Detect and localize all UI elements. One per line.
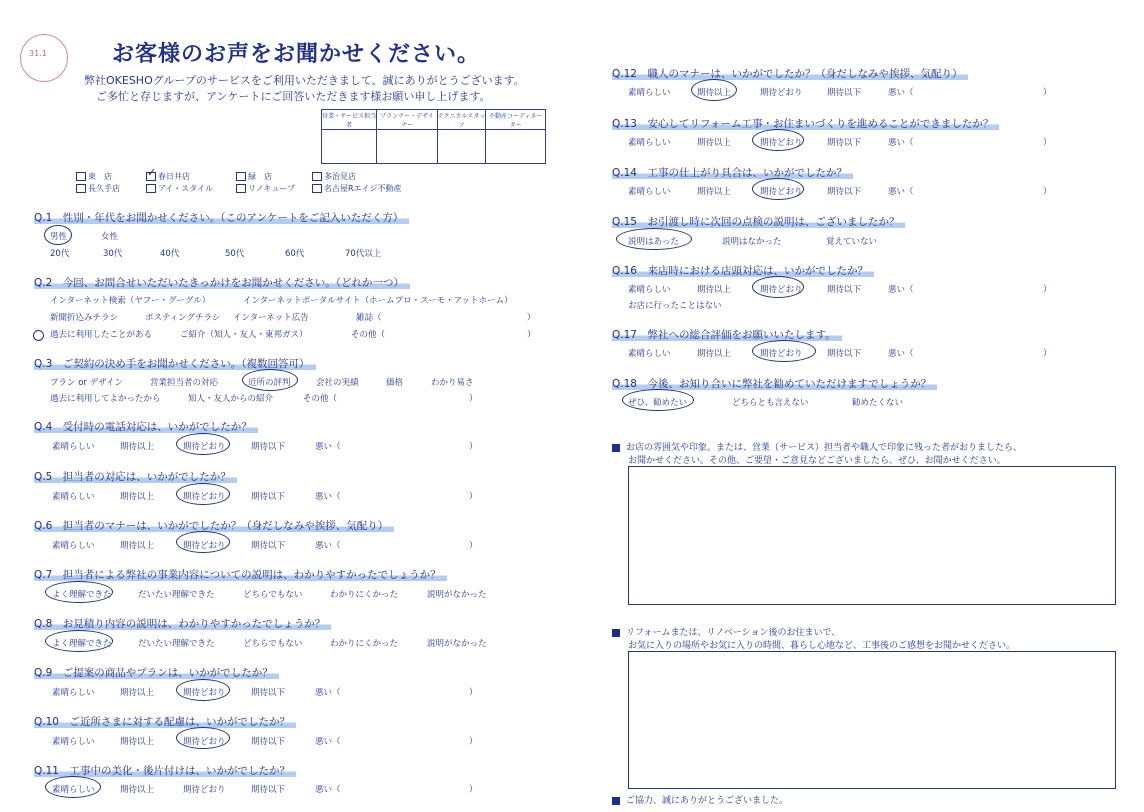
q4-option-below[interactable]: 期待以下 bbox=[251, 442, 286, 452]
answer-circle bbox=[33, 330, 44, 341]
q1-age-60[interactable]: 60代 bbox=[285, 249, 305, 259]
checkbox-box[interactable] bbox=[146, 166, 157, 181]
q12-option-excellent[interactable]: 素晴らしい bbox=[628, 88, 671, 98]
square-bullet-icon bbox=[612, 444, 620, 452]
q14-option-below[interactable]: 期待以下 bbox=[827, 187, 862, 197]
q14-option-above[interactable]: 期待以上 bbox=[697, 187, 732, 197]
answer-circle bbox=[176, 679, 230, 701]
q18-question: Q.18 今後、お知り合いに弊社を勧めていただけますでしょうか？ bbox=[612, 376, 937, 391]
store-label: 長久手店 bbox=[88, 184, 120, 193]
q16-option-below[interactable]: 期待以下 bbox=[827, 285, 862, 295]
free1-line1: お店の雰囲気や印象。または、営業（サービス）担当者や職人で印象に残った者がおりましたら、 bbox=[626, 443, 1023, 453]
answer-circle bbox=[752, 178, 804, 200]
q2-question: Q.2 今回、お問合せいただいたきっかけをお聞かせください。（どれか一つ） bbox=[34, 275, 410, 290]
q17-paren-close: ） bbox=[1043, 349, 1052, 359]
q11-question: Q.11 工事中の美化・後片付けは、いかがでしたか？ bbox=[34, 763, 296, 778]
store-checkbox-nagakute[interactable] bbox=[76, 183, 120, 194]
q16-option-as-expected[interactable]: 期待どおり bbox=[760, 285, 803, 295]
q12-option-as-expected[interactable]: 期待どおり bbox=[760, 88, 803, 98]
q10-option-bad[interactable]: 悪い（ bbox=[315, 737, 341, 747]
q17-option-excellent[interactable]: 素晴らしい bbox=[628, 349, 671, 359]
q3-option-sales[interactable]: 営業担当者の対応 bbox=[150, 378, 219, 388]
q13-option-bad[interactable]: 悪い（ bbox=[888, 138, 914, 148]
q3-question: Q.3 ご契約の決め手をお聞かせください。（複数回答可） bbox=[34, 356, 316, 371]
q16-option-bad[interactable]: 悪い（ bbox=[888, 285, 914, 295]
q4-option-bad[interactable]: 悪い（ bbox=[315, 442, 341, 452]
q14-paren-close: ） bbox=[1043, 187, 1052, 197]
q8-question: Q.8 お見積り内容の説明は、わかりやすかったでしょうか？ bbox=[34, 616, 331, 631]
store-label: リノキューブ bbox=[248, 184, 295, 193]
q4-paren-close: ） bbox=[469, 442, 478, 452]
q3-option-past-good[interactable]: 過去に利用してよかったから bbox=[50, 394, 161, 404]
q5-paren-close: ） bbox=[469, 492, 478, 502]
q2-option-past-use[interactable]: 過去に利用したことがある bbox=[50, 330, 153, 340]
q7-option-unclear[interactable]: わかりにくかった bbox=[330, 590, 399, 600]
store-label: 名古屋Rエイジ不動産 bbox=[324, 184, 402, 193]
q3-option-reputation[interactable]: 近所の評判 bbox=[248, 378, 291, 388]
q7-option-neutral[interactable]: どちらでもない bbox=[243, 590, 303, 600]
thanks-text: ご協力、誠にありがとうございました。 bbox=[626, 796, 789, 806]
q2-option-netad[interactable]: インターネット広告 bbox=[233, 313, 309, 323]
q17-question: Q.17 弊社への総合評価をお願いいたします。 bbox=[612, 327, 842, 342]
staff-cell[interactable] bbox=[486, 130, 546, 164]
answer-circle bbox=[44, 225, 72, 245]
q2-paren-close: ） bbox=[527, 330, 536, 340]
square-bullet-icon bbox=[612, 797, 620, 805]
staff-header-realestate: 不動産コーディネーター bbox=[486, 110, 546, 130]
q2-option-posting[interactable]: ポスティングチラシ bbox=[145, 313, 221, 323]
intro-line-2: ご多忙と存じますが、アンケートにご回答いただきます様お願い申し上げます。 bbox=[96, 90, 491, 103]
checkbox-box[interactable] bbox=[76, 184, 86, 193]
staff-cell[interactable] bbox=[377, 130, 437, 164]
q1-age-50[interactable]: 50代 bbox=[225, 249, 245, 259]
answer-circle bbox=[752, 129, 804, 151]
q3-option-price[interactable]: 価格 bbox=[386, 378, 404, 388]
answer-circle bbox=[622, 389, 694, 411]
q13-question: Q.13 安心してリフォーム工事・お住まいづくりを進めることができましたか？ bbox=[612, 116, 999, 131]
q9-question: Q.9 ご提案の商品やプランは、いかがでしたか？ bbox=[34, 665, 279, 680]
q10-paren-close: ） bbox=[469, 737, 478, 747]
q16-option-above[interactable]: 期待以上 bbox=[697, 285, 732, 295]
store-checkbox-istyle[interactable] bbox=[146, 183, 213, 194]
q14-option-bad[interactable]: 悪い（ bbox=[888, 187, 914, 197]
q11-option-above[interactable]: 期待以上 bbox=[120, 785, 155, 795]
q2-option-referral[interactable]: ご紹介（知人・友人・東邦ガス） bbox=[180, 330, 308, 340]
q7-question: Q.7 担当者による弊社の事業内容についての説明は、わかりやすかったでしょうか？ bbox=[34, 567, 447, 582]
q8-option-none[interactable]: 説明がなかった bbox=[427, 639, 487, 649]
q4-question: Q.4 受付時の電話対応は、いかがでしたか？ bbox=[34, 419, 258, 434]
q6-option-as-expected[interactable]: 期待どおり bbox=[183, 541, 226, 551]
q12-option-below[interactable]: 期待以下 bbox=[827, 88, 862, 98]
q1-option-female[interactable]: 女性 bbox=[101, 232, 119, 242]
store-label: 春日井店 bbox=[158, 172, 190, 181]
store-checkbox-rage[interactable] bbox=[312, 183, 402, 194]
q2-option-newspaper[interactable]: 新聞折込みチラシ bbox=[50, 313, 119, 323]
answer-circle bbox=[242, 369, 298, 391]
check-mark-icon: ✓ bbox=[147, 166, 157, 179]
checkbox-box[interactable] bbox=[236, 172, 246, 181]
answer-circle bbox=[176, 433, 230, 455]
store-checkbox-renocube[interactable] bbox=[236, 183, 295, 194]
q3-paren-close: ） bbox=[469, 394, 478, 404]
q2-paren-close: ） bbox=[527, 313, 536, 323]
intro-line-1: 弊社OKESHOグループのサービスをご利用いただきまして、誠にありがとうございます。 bbox=[84, 74, 525, 87]
answer-circle bbox=[752, 276, 804, 298]
staff-cell[interactable] bbox=[322, 130, 377, 164]
q17-option-above[interactable]: 期待以上 bbox=[697, 349, 732, 359]
q13-option-as-expected[interactable]: 期待どおり bbox=[760, 138, 803, 148]
q6-paren-close: ） bbox=[469, 541, 478, 551]
q5-option-below[interactable]: 期待以下 bbox=[251, 492, 286, 502]
stamp-text: 31.1 bbox=[29, 49, 47, 58]
answer-circle bbox=[691, 79, 737, 101]
q7-option-none[interactable]: 説明がなかった bbox=[427, 590, 487, 600]
q9-option-bad[interactable]: 悪い（ bbox=[315, 688, 341, 698]
staff-header-planner: プランナー・デザイナー bbox=[377, 110, 437, 130]
q15-option-yes[interactable]: 説明はあった bbox=[628, 237, 679, 247]
q2-option-portal[interactable]: インターネットポータルサイト（ホームプロ・スーモ・アットホーム） bbox=[243, 296, 513, 306]
q16-paren-close: ） bbox=[1043, 285, 1052, 295]
q8-option-neutral[interactable]: どちらでもない bbox=[243, 639, 303, 649]
q9-option-below[interactable]: 期待以下 bbox=[251, 688, 286, 698]
free2-textarea[interactable] bbox=[628, 651, 1116, 789]
q5-option-excellent[interactable]: 素晴らしい bbox=[52, 492, 95, 502]
store-checkbox-midori[interactable] bbox=[236, 171, 272, 182]
q3-option-referral[interactable]: 知人・友人からの紹介 bbox=[188, 394, 274, 404]
q5-option-bad[interactable]: 悪い（ bbox=[315, 492, 341, 502]
store-checkbox-kasugai[interactable] bbox=[146, 166, 190, 182]
q1-age-70[interactable]: 70代以上 bbox=[345, 249, 382, 259]
q16-option-excellent[interactable]: 素晴らしい bbox=[628, 285, 671, 295]
staff-table bbox=[321, 109, 546, 164]
q5-option-as-expected[interactable]: 期待どおり bbox=[183, 492, 226, 502]
q8-option-mostly[interactable]: だいたい理解できた bbox=[138, 639, 215, 649]
q14-question: Q.14 工事の仕上がり具合は、いかがでしたか？ bbox=[612, 165, 853, 180]
q13-option-above[interactable]: 期待以上 bbox=[697, 138, 732, 148]
staff-header-sales: 営業・サービス担当者 bbox=[322, 110, 377, 130]
q12-question: Q.12 職人のマナーは、いかがでしたか？（身だしなみや挨拶、気配り） bbox=[612, 66, 968, 81]
q3-option-clarity[interactable]: わかり易さ bbox=[431, 378, 474, 388]
q11-option-below[interactable]: 期待以下 bbox=[251, 785, 286, 795]
free2-line1: リフォームまたは、リノベーション後のお住まいで、 bbox=[626, 628, 841, 638]
q12-option-above[interactable]: 期待以上 bbox=[697, 88, 732, 98]
checkbox-box[interactable] bbox=[236, 184, 246, 193]
store-label: 東 店 bbox=[88, 172, 112, 181]
q1-option-male[interactable]: 男性 bbox=[50, 232, 68, 242]
q14-option-as-expected[interactable]: 期待どおり bbox=[760, 187, 803, 197]
page-title: お客様のお声をお聞かせください。 bbox=[112, 42, 481, 67]
checkbox-box[interactable] bbox=[312, 172, 322, 181]
answer-circle bbox=[45, 630, 113, 652]
checkbox-box[interactable] bbox=[146, 184, 156, 193]
q17-option-bad[interactable]: 悪い（ bbox=[888, 349, 914, 359]
staff-header-technical: テクニカルスタッフ bbox=[437, 110, 486, 130]
answer-circle bbox=[45, 776, 101, 798]
free1-textarea[interactable] bbox=[628, 466, 1116, 605]
q8-option-unclear[interactable]: わかりにくかった bbox=[330, 639, 399, 649]
q11-paren-close: ） bbox=[469, 785, 478, 795]
free2-prompt-1 bbox=[612, 625, 840, 638]
q4-option-excellent[interactable]: 素晴らしい bbox=[52, 442, 95, 452]
q13-option-excellent[interactable]: 素晴らしい bbox=[628, 138, 671, 148]
checkbox-box[interactable] bbox=[312, 184, 322, 193]
q15-option-dont-remember[interactable]: 覚えていない bbox=[826, 237, 878, 247]
q17-option-as-expected[interactable]: 期待どおり bbox=[760, 349, 803, 359]
q12-option-bad[interactable]: 悪い（ bbox=[888, 88, 914, 98]
store-label: 多治見店 bbox=[324, 172, 356, 181]
q16-option-never-visited[interactable]: お店に行ったことはない bbox=[628, 301, 722, 311]
q7-option-well[interactable]: よく理解できた bbox=[52, 590, 112, 600]
q17-option-below[interactable]: 期待以下 bbox=[827, 349, 862, 359]
store-checkbox-higashi[interactable] bbox=[76, 171, 112, 182]
q2-option-other[interactable]: その他（ bbox=[351, 330, 386, 340]
q5-question: Q.5 担当者の対応は、いかがでしたか？ bbox=[34, 469, 237, 484]
q6-option-excellent[interactable]: 素晴らしい bbox=[52, 541, 95, 551]
q14-option-excellent[interactable]: 素晴らしい bbox=[628, 187, 671, 197]
q1-age-30[interactable]: 30代 bbox=[103, 249, 123, 259]
thanks-line bbox=[612, 793, 788, 806]
q3-option-plan[interactable]: プラン or デザイン bbox=[50, 378, 124, 388]
date-stamp bbox=[20, 34, 68, 82]
q4-option-as-expected[interactable]: 期待どおり bbox=[183, 442, 226, 452]
answer-circle bbox=[176, 531, 230, 553]
q11-option-as-expected[interactable]: 期待どおり bbox=[183, 785, 226, 795]
q9-option-as-expected[interactable]: 期待どおり bbox=[183, 688, 226, 698]
q2-option-magazine[interactable]: 雑誌（ bbox=[356, 313, 382, 323]
q6-option-above[interactable]: 期待以上 bbox=[120, 541, 155, 551]
checkbox-box[interactable] bbox=[76, 172, 86, 181]
square-bullet-icon bbox=[612, 629, 620, 637]
q16-question: Q.16 来店時における店頭対応は、いかがでしたか？ bbox=[612, 263, 874, 278]
q9-paren-close: ） bbox=[469, 688, 478, 698]
q8-option-well[interactable]: よく理解できた bbox=[52, 639, 112, 649]
free1-prompt-2: お聞かせください。その他、ご要望・ご意見などございましたら、ぜひ、お聞かせください。 bbox=[628, 456, 1006, 466]
q3-option-record[interactable]: 会社の実績 bbox=[316, 378, 359, 388]
staff-cell[interactable] bbox=[437, 130, 486, 164]
store-label: アイ・スタイル bbox=[158, 184, 214, 193]
answer-circle bbox=[45, 581, 113, 603]
q15-question: Q.15 お引渡し時に次回の点検の説明は、ございましたか？ bbox=[612, 214, 905, 229]
store-label: 緑 店 bbox=[248, 172, 272, 181]
store-checkbox-tajimi[interactable] bbox=[312, 171, 356, 182]
answer-circle bbox=[176, 483, 230, 505]
q10-option-excellent[interactable]: 素晴らしい bbox=[52, 737, 95, 747]
q7-option-mostly[interactable]: だいたい理解できた bbox=[138, 590, 215, 600]
q6-option-below[interactable]: 期待以下 bbox=[251, 541, 286, 551]
q1-age-40[interactable]: 40代 bbox=[160, 249, 180, 259]
q9-option-above[interactable]: 期待以上 bbox=[120, 688, 155, 698]
q5-option-above[interactable]: 期待以上 bbox=[120, 492, 155, 502]
q3-option-other[interactable]: その他（ bbox=[303, 394, 338, 404]
q15-option-no[interactable]: 説明はなかった bbox=[722, 237, 782, 247]
q1-question: Q.1 性別・年代をお聞かせください。（このアンケートをご記入いただく方） bbox=[34, 210, 409, 225]
q4-option-above[interactable]: 期待以上 bbox=[120, 442, 155, 452]
q13-paren-close: ） bbox=[1043, 138, 1052, 148]
free1-prompt-1 bbox=[612, 440, 1022, 453]
free2-prompt-2: お気に入りの場所やお気に入りの時間、暮らし心地など、工事後のご感想をお聞かせください。 bbox=[628, 641, 1016, 651]
q2-option-search[interactable]: インターネット検索（ヤフー・グーグル） bbox=[50, 296, 211, 306]
q10-option-as-expected[interactable]: 期待どおり bbox=[183, 737, 226, 747]
q11-option-bad[interactable]: 悪い（ bbox=[315, 785, 341, 795]
q18-option-neutral[interactable]: どちらとも言えない bbox=[732, 398, 809, 408]
q18-option-yes[interactable]: ぜひ、勧めたい bbox=[628, 398, 688, 408]
q6-question: Q.6 担当者のマナーは、いかがでしたか？（身だしなみや挨拶、気配り） bbox=[34, 518, 394, 533]
q12-paren-close: ） bbox=[1043, 88, 1052, 98]
q9-option-excellent[interactable]: 素晴らしい bbox=[52, 688, 95, 698]
q10-question: Q.10 ご近所さまに対する配慮は、いかがでしたか？ bbox=[34, 714, 296, 729]
q11-option-excellent[interactable]: 素晴らしい bbox=[52, 785, 95, 795]
answer-circle bbox=[176, 727, 230, 749]
q18-option-no[interactable]: 勧めたくない bbox=[852, 398, 904, 408]
answer-circle bbox=[616, 228, 692, 250]
q10-option-below[interactable]: 期待以下 bbox=[251, 737, 286, 747]
q10-option-above[interactable]: 期待以上 bbox=[120, 737, 155, 747]
q13-option-below[interactable]: 期待以下 bbox=[827, 138, 862, 148]
q1-age-20[interactable]: 20代 bbox=[50, 249, 70, 259]
answer-circle bbox=[752, 340, 816, 362]
q6-option-bad[interactable]: 悪い（ bbox=[315, 541, 341, 551]
